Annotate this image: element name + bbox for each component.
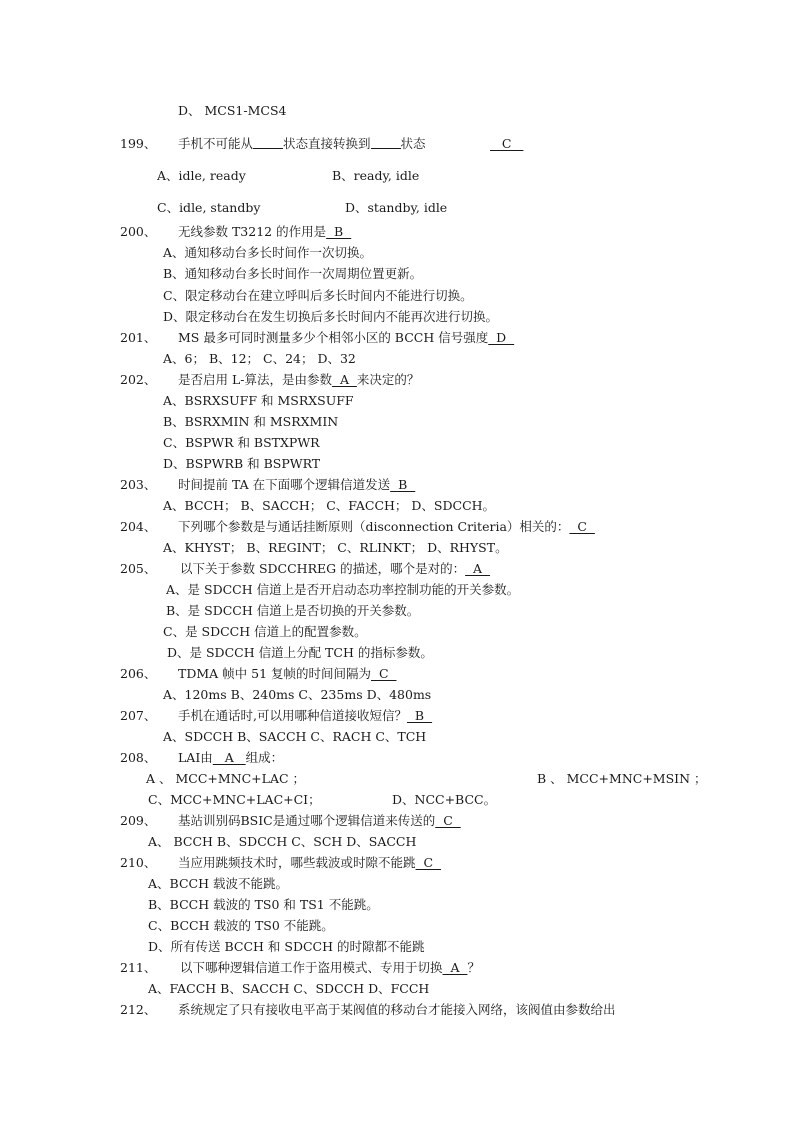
q203-stem-text: 时间提前 TA 在下面哪个逻辑信道发送 (178, 477, 391, 492)
q210-option-b: B、BCCH 载波的 TS0 和 TS1 不能跳。 (148, 897, 379, 912)
q205-option-a: A、是 SDCCH 信道上是否开启动态功率控制功能的开关参数。 (166, 582, 520, 597)
q207-answer: B (406, 708, 433, 723)
q209-answer: C (435, 813, 461, 828)
q204-stem (178, 519, 595, 535)
q202-option-c: C、BSPWR 和 BSTXPWR (163, 435, 320, 450)
q205-number: 205、 (120, 561, 157, 576)
q198-option-d: D、 MCS1-MCS4 (178, 103, 287, 118)
q210-option-a: A、BCCH 载波不能跳。 (148, 876, 288, 891)
q201-options: A、6； B、12； C、24； D、32 (163, 351, 356, 366)
q206-number: 206、 (120, 666, 157, 681)
q208-number: 208、 (120, 750, 157, 765)
q199-stem-part-b: 状态直接转换到 (283, 136, 371, 151)
q208-stem (178, 750, 283, 766)
q203-answer: B (390, 477, 416, 492)
q206-answer: C (371, 666, 397, 681)
q202-answer: A (332, 372, 357, 387)
q211-number: 211、 (120, 960, 157, 975)
q199-stem-part-a: 手机不可能从 (178, 136, 254, 151)
q205-stem-text: 以下关于参数 SDCCHREG 的描述，哪个是对的： (180, 561, 466, 576)
q207-options: A、SDCCH B、SACCH C、RACH C、TCH (163, 729, 427, 744)
q207-number: 207、 (120, 708, 157, 723)
q208-answer: A (212, 750, 246, 765)
q204-options: A、KHYST； B、REGINT； C、RLINKT； D、RHYST。 (163, 540, 508, 555)
q202-option-d: D、BSPWRB 和 BSPWRT (163, 456, 321, 471)
q205-option-b: B、是 SDCCH 信道上是否切换的开关参数。 (166, 603, 420, 618)
q208-option-d: D、NCC+BCC。 (392, 792, 497, 807)
q210-stem-text: 当应用跳频技术时，哪些载波或时隙不能跳 (178, 855, 416, 870)
q199-stem-part-c: 状态 (400, 136, 426, 151)
q199-option-d: D、standby, idle (345, 200, 448, 215)
q199-number: 199、 (120, 136, 157, 151)
q211-options: A、FACCH B、SACCH C、SDCCH D、FCCH (148, 981, 430, 996)
q204-number: 204、 (120, 519, 157, 534)
q199-option-b: B、ready, idle (332, 168, 420, 183)
q202-option-b: B、BSRXMIN 和 MSRXMIN (163, 414, 339, 429)
q202-stem (178, 372, 419, 388)
q210-option-c: C、BCCH 载波的 TS0 不能跳。 (148, 918, 334, 933)
q208-stem-part-b: 组成： (245, 750, 284, 765)
q209-options: A、 BCCH B、SDCCH C、SCH D、SACCH (148, 834, 417, 849)
q204-stem-text: 下列哪个参数是与通话挂断原则（disconnection Criteria）相关的： (178, 519, 570, 534)
q212-number: 212、 (120, 1002, 157, 1017)
q206-options: A、120ms B、240ms C、235ms D、480ms (163, 687, 432, 702)
q200-stem (178, 224, 351, 240)
q202-stem-part-a: 是否启用 L-算法，是由参数 (178, 372, 332, 387)
q212-stem: 系统规定了只有接收电平高于某阀值的移动台才能接入网络，该阀值由参数给出 (178, 1002, 616, 1017)
q199-answer-line (490, 136, 523, 152)
q200-option-d: D、限定移动台在发生切换后多长时间内不能再次进行切换。 (163, 309, 499, 324)
q200-stem-text: 无线参数 T3212 的作用是 (178, 224, 327, 239)
q208-option-b: B 、 MCC+MNC+MSIN ； (537, 771, 707, 786)
q199-stem (178, 136, 426, 152)
q211-stem-part-b: ？ (467, 960, 480, 975)
q208-option-c: C、MCC+MNC+LAC+CI； (148, 792, 321, 807)
q200-answer: B (326, 224, 352, 239)
q211-stem (180, 960, 480, 976)
q211-stem-part-a: 以下哪种逻辑信道工作于盗用模式、专用于切换 (180, 960, 443, 975)
q203-stem (178, 477, 415, 493)
q209-stem-text: 基站训别码BSIC是通过哪个逻辑信道来传送的 (178, 813, 436, 828)
q200-option-c: C、限定移动台在建立呼叫后多长时间内不能进行切换。 (163, 288, 473, 303)
q199-option-c: C、idle, standby (157, 200, 261, 215)
q210-option-d: D、所有传送 BCCH 和 SDCCH 的时隙都不能跳 (148, 939, 425, 954)
q205-stem (180, 561, 490, 577)
q210-answer: C (415, 855, 441, 870)
q210-number: 210、 (120, 855, 157, 870)
q211-answer: A (442, 960, 468, 975)
q204-answer: C (569, 519, 595, 534)
q203-number: 203、 (120, 477, 157, 492)
q205-answer: A (465, 561, 491, 576)
q206-stem-text: TDMA 帧中 51 复帧的时间间隔为 (178, 666, 372, 681)
q209-stem (178, 813, 461, 829)
q207-stem-text: 手机在通话时,可以用哪种信道接收短信？ (178, 708, 407, 723)
q201-number: 201、 (120, 330, 157, 345)
q200-number: 200、 (120, 224, 157, 239)
q208-stem-part-a: LAI由 (178, 750, 213, 765)
q210-stem (178, 855, 441, 871)
q199-blank-1 (253, 136, 283, 149)
q201-answer: D (488, 330, 515, 345)
q199-blank-2 (371, 136, 401, 149)
q202-number: 202、 (120, 372, 157, 387)
q207-stem (178, 708, 432, 724)
q200-option-a: A、通知移动台多长时间作一次切换。 (163, 245, 373, 260)
q203-options: A、BCCH； B、SACCH； C、FACCH； D、SDCCH。 (163, 498, 496, 513)
q199-answer: C (490, 136, 524, 151)
q205-option-d: D、是 SDCCH 信道上分配 TCH 的指标参数。 (167, 645, 433, 660)
q206-stem (178, 666, 396, 682)
q201-stem (178, 330, 514, 346)
q202-option-a: A、BSRXSUFF 和 MSRXSUFF (163, 393, 354, 408)
q199-option-a: A、idle, ready (157, 168, 246, 183)
q209-number: 209、 (120, 813, 157, 828)
q202-stem-part-b: 来决定的？ (356, 372, 420, 387)
q205-option-c: C、是 SDCCH 信道上的配置参数。 (163, 624, 367, 639)
q208-option-a: A 、 MCC+MNC+LAC ； (146, 771, 306, 786)
q200-option-b: B、通知移动台多长时间作一次周期位置更新。 (163, 266, 423, 281)
q201-stem-text: MS 最多可同时测量多少个相邻小区的 BCCH 信号强度 (178, 330, 489, 345)
